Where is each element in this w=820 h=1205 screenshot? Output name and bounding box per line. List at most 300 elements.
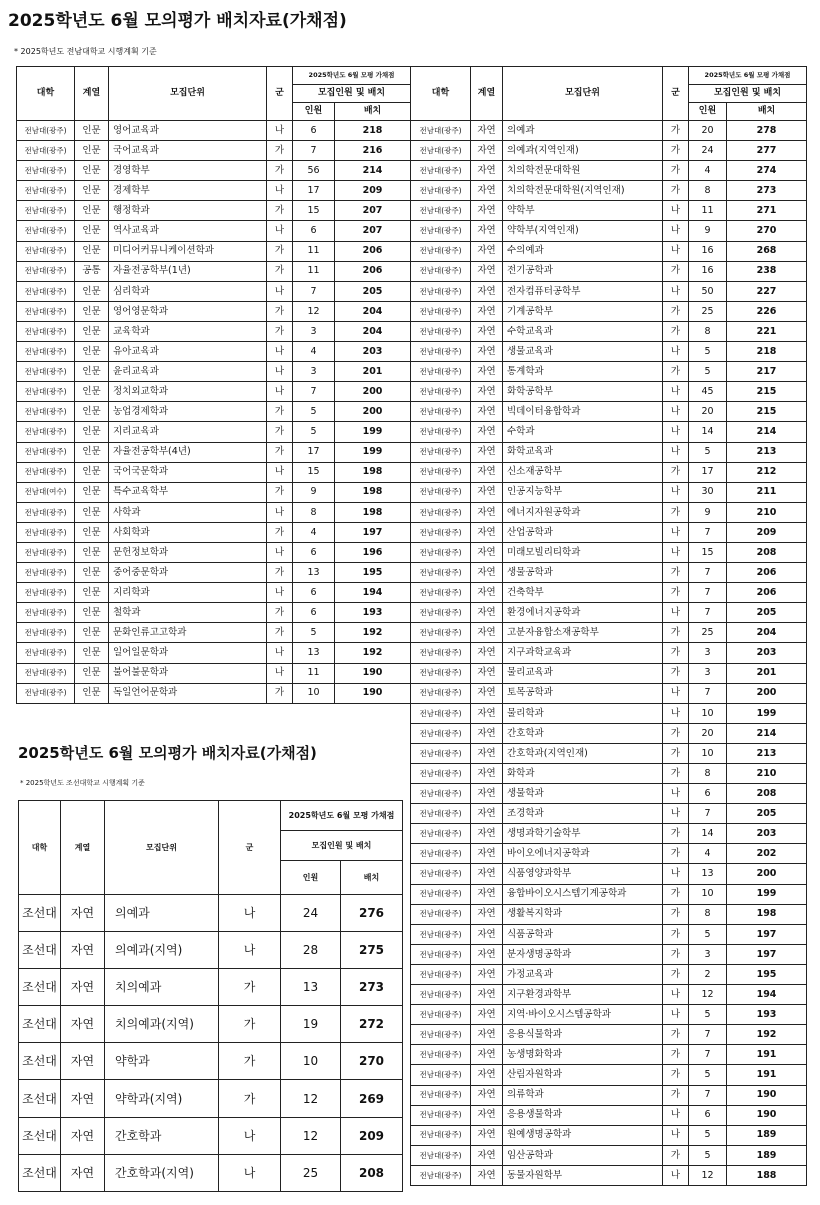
table-row [17,241,411,261]
track-cell: 자연 [471,281,503,301]
univ-cell: 전남대(여수) [17,482,75,502]
quota-cell: 11 [293,663,335,683]
quota-cell: 24 [689,141,727,161]
header-univ: 대학 [19,801,61,895]
track-cell: 인문 [75,542,109,562]
quota-cell: 8 [689,764,727,784]
univ-cell: 조선대 [19,1154,61,1191]
track-cell: 인문 [75,422,109,442]
table-row [411,985,807,1005]
quota-cell: 5 [293,623,335,643]
track-cell: 자연 [471,141,503,161]
quota-cell: 20 [689,121,727,141]
univ-cell: 전남대(광주) [411,141,471,161]
score-cell: 206 [727,563,807,583]
unit-cell: 물리학과 [503,703,663,723]
group-cell: 가 [267,321,293,341]
univ-cell: 전남대(광주) [411,542,471,562]
unit-cell: 지리학과 [109,583,267,603]
track-cell: 자연 [471,201,503,221]
track-cell: 자연 [471,221,503,241]
group-cell: 가 [663,643,689,663]
header-quota: 인원 [281,861,341,895]
score-cell: 218 [727,342,807,362]
score-cell: 197 [727,924,807,944]
quota-cell: 16 [689,241,727,261]
univ-cell: 전남대(광주) [17,502,75,522]
header-track: 계열 [61,801,105,895]
unit-cell: 행정학과 [109,201,267,221]
unit-cell: 지리교육과 [109,422,267,442]
unit-cell: 가정교육과 [503,964,663,984]
univ-cell: 전남대(광주) [411,382,471,402]
univ-cell: 전남대(광주) [17,663,75,683]
quota-cell: 3 [689,663,727,683]
unit-cell: 물리교육과 [503,663,663,683]
group-cell: 가 [267,422,293,442]
quota-cell: 8 [689,321,727,341]
univ-cell: 전남대(광주) [411,1025,471,1045]
univ-cell: 전남대(광주) [411,161,471,181]
score-cell: 208 [727,542,807,562]
score-cell: 274 [727,161,807,181]
univ-cell: 조선대 [19,1117,61,1154]
track-cell: 자연 [471,301,503,321]
table-row [411,1005,807,1025]
table-row [411,1045,807,1065]
table-row [17,342,411,362]
group-cell: 가 [267,442,293,462]
unit-cell: 미래모빌리티학과 [503,542,663,562]
score-cell: 195 [727,964,807,984]
univ-cell: 전남대(광주) [17,181,75,201]
track-cell: 자연 [471,362,503,382]
score-cell: 198 [335,482,411,502]
univ-cell: 전남대(광주) [411,402,471,422]
group-cell: 가 [267,603,293,623]
univ-cell: 전남대(광주) [411,563,471,583]
table-row [411,542,807,562]
track-cell: 인문 [75,482,109,502]
unit-cell: 불어불문학과 [109,663,267,683]
univ-cell: 조선대 [19,895,61,932]
table-row [17,402,411,422]
score-cell: 268 [727,241,807,261]
track-cell: 공통 [75,261,109,281]
track-cell: 인문 [75,301,109,321]
score-cell: 214 [727,422,807,442]
group-cell: 가 [267,563,293,583]
table-row [411,221,807,241]
track-cell: 자연 [471,502,503,522]
track-cell: 자연 [471,321,503,341]
unit-cell: 산업공학과 [503,522,663,542]
group-cell: 가 [663,362,689,382]
univ-cell: 전남대(광주) [17,141,75,161]
table-row [411,944,807,964]
table-row [411,522,807,542]
track-cell: 자연 [61,1080,105,1117]
table-row [17,583,411,603]
table-row [17,643,411,663]
unit-cell: 의예과 [503,121,663,141]
track-cell: 자연 [471,422,503,442]
table-row [17,181,411,201]
univ-cell: 조선대 [19,1043,61,1080]
table-row [17,683,411,703]
track-cell: 자연 [471,1005,503,1025]
track-cell: 자연 [471,964,503,984]
section2-note: * 2025학년도 조선대학교 시행계획 기준 [20,779,145,787]
univ-cell: 전남대(광주) [411,1125,471,1145]
unit-cell: 고분자융합소재공학부 [503,623,663,643]
unit-cell: 정치외교학과 [109,382,267,402]
track-cell: 자연 [471,924,503,944]
quota-cell: 8 [689,904,727,924]
univ-cell: 전남대(광주) [411,844,471,864]
track-cell: 자연 [61,1006,105,1043]
quota-cell: 5 [293,402,335,422]
header-quota-score: 모집인원 및 배치 [293,85,411,103]
score-cell: 192 [727,1025,807,1045]
group-cell: 나 [663,522,689,542]
univ-cell: 전남대(광주) [17,261,75,281]
table-row [19,895,403,932]
table-row [411,563,807,583]
quota-cell: 15 [293,201,335,221]
unit-cell: 화학과 [503,764,663,784]
quota-cell: 6 [293,603,335,623]
table-row [411,723,807,743]
track-cell: 인문 [75,181,109,201]
track-cell: 자연 [471,522,503,542]
group-cell: 가 [663,563,689,583]
table-row [19,969,403,1006]
group-cell: 나 [663,683,689,703]
unit-cell: 문헌정보학과 [109,542,267,562]
score-cell: 204 [335,321,411,341]
group-cell: 가 [663,1145,689,1165]
unit-cell: 동물자원학부 [503,1165,663,1185]
table-row [411,583,807,603]
group-cell: 가 [663,301,689,321]
score-cell: 196 [335,542,411,562]
unit-cell: 특수교육학부 [109,482,267,502]
unit-cell: 응용식물학과 [503,1025,663,1045]
table-row [411,301,807,321]
track-cell: 자연 [471,623,503,643]
quota-cell: 25 [689,623,727,643]
group-cell: 나 [663,241,689,261]
table-row [411,502,807,522]
unit-cell: 전자컴퓨터공학부 [503,281,663,301]
header-track: 계열 [75,67,109,121]
header-quota: 인원 [293,103,335,121]
unit-cell: 유아교육과 [109,342,267,362]
group-cell: 나 [663,482,689,502]
group-cell: 가 [267,623,293,643]
unit-cell: 지구환경과학부 [503,985,663,1005]
table-row [411,422,807,442]
track-cell: 자연 [471,703,503,723]
header-quota-score: 모집인원 및 배치 [689,85,807,103]
table-row [17,161,411,181]
univ-cell: 전남대(광주) [411,221,471,241]
unit-cell: 의류학과 [503,1085,663,1105]
unit-cell: 치의학전문대학원(지역인재) [503,181,663,201]
score-cell: 194 [727,985,807,1005]
table-row [17,663,411,683]
table-row [17,121,411,141]
score-cell: 202 [727,844,807,864]
table-row [411,181,807,201]
univ-cell: 전남대(광주) [411,201,471,221]
score-cell: 193 [335,603,411,623]
track-cell: 인문 [75,382,109,402]
table-row [17,382,411,402]
quota-cell: 10 [689,703,727,723]
table-row [411,784,807,804]
unit-cell: 사학과 [109,502,267,522]
table-row [411,1085,807,1105]
unit-cell: 에너지자원공학과 [503,502,663,522]
track-cell: 자연 [471,804,503,824]
chosun-table [18,800,403,1192]
table-row [411,964,807,984]
table-row [411,141,807,161]
track-cell: 자연 [471,764,503,784]
group-cell: 가 [219,1080,281,1117]
quota-cell: 3 [293,321,335,341]
score-cell: 221 [727,321,807,341]
quota-cell: 20 [689,402,727,422]
univ-cell: 전남대(광주) [411,583,471,603]
univ-cell: 전남대(광주) [411,824,471,844]
unit-cell: 기계공학부 [503,301,663,321]
score-cell: 204 [727,623,807,643]
header-group: 군 [663,67,689,121]
quota-cell: 11 [293,261,335,281]
univ-cell: 전남대(광주) [411,462,471,482]
score-cell: 215 [727,382,807,402]
quota-cell: 25 [689,301,727,321]
quota-cell: 7 [293,281,335,301]
track-cell: 자연 [471,563,503,583]
univ-cell: 전남대(광주) [17,301,75,321]
quota-cell: 7 [293,141,335,161]
track-cell: 자연 [61,932,105,969]
quota-cell: 19 [281,1006,341,1043]
score-cell: 199 [335,422,411,442]
table-row [411,1105,807,1125]
track-cell: 자연 [471,121,503,141]
unit-cell: 수학교육과 [503,321,663,341]
track-cell: 인문 [75,402,109,422]
univ-cell: 전남대(광주) [411,723,471,743]
group-cell: 가 [663,844,689,864]
track-cell: 자연 [471,462,503,482]
table-row [411,402,807,422]
univ-cell: 전남대(광주) [411,1065,471,1085]
unit-cell: 농생명화학과 [503,1045,663,1065]
group-cell: 나 [663,1165,689,1185]
group-cell: 나 [267,342,293,362]
quota-cell: 16 [689,261,727,281]
score-cell: 206 [335,241,411,261]
table-row [17,542,411,562]
track-cell: 자연 [471,241,503,261]
univ-cell: 전남대(광주) [17,623,75,643]
track-cell: 자연 [471,1045,503,1065]
score-cell: 200 [727,864,807,884]
group-cell: 나 [663,342,689,362]
univ-cell: 전남대(광주) [17,382,75,402]
track-cell: 인문 [75,462,109,482]
table-row [411,161,807,181]
quota-cell: 4 [689,161,727,181]
header-score: 배치 [335,103,411,121]
track-cell: 자연 [471,261,503,281]
score-cell: 197 [335,522,411,542]
group-cell: 가 [663,1045,689,1065]
quota-cell: 14 [689,422,727,442]
quota-cell: 4 [689,844,727,864]
score-cell: 213 [727,743,807,763]
table-row [411,764,807,784]
quota-cell: 5 [689,1065,727,1085]
table-row [411,321,807,341]
score-cell: 273 [341,969,403,1006]
group-cell: 나 [267,643,293,663]
table-row [411,442,807,462]
track-cell: 인문 [75,342,109,362]
unit-cell: 생물공학과 [503,563,663,583]
score-cell: 213 [727,442,807,462]
header-univ: 대학 [17,67,75,121]
group-cell: 나 [267,583,293,603]
unit-cell: 약학과(지역) [105,1080,219,1117]
group-cell: 나 [663,804,689,824]
group-cell: 가 [267,301,293,321]
score-cell: 210 [727,502,807,522]
unit-cell: 통계학과 [503,362,663,382]
univ-cell: 전남대(광주) [411,904,471,924]
track-cell: 인문 [75,442,109,462]
score-cell: 189 [727,1145,807,1165]
table-row [411,804,807,824]
track-cell: 자연 [471,723,503,743]
univ-cell: 조선대 [19,1006,61,1043]
quota-cell: 6 [293,121,335,141]
track-cell: 자연 [471,784,503,804]
score-cell: 205 [727,603,807,623]
group-cell: 가 [663,261,689,281]
table-row [411,924,807,944]
unit-cell: 환경에너지공학과 [503,603,663,623]
score-cell: 201 [335,362,411,382]
univ-cell: 전남대(광주) [411,301,471,321]
quota-cell: 50 [689,281,727,301]
quota-cell: 12 [689,1165,727,1185]
track-cell: 인문 [75,281,109,301]
score-cell: 208 [727,784,807,804]
group-cell: 나 [663,382,689,402]
group-cell: 나 [663,402,689,422]
univ-cell: 전남대(광주) [17,201,75,221]
unit-cell: 농업경제학과 [109,402,267,422]
header-unit: 모집단위 [109,67,267,121]
score-cell: 277 [727,141,807,161]
univ-cell: 전남대(광주) [17,563,75,583]
univ-cell: 전남대(광주) [17,542,75,562]
quota-cell: 7 [689,1085,727,1105]
table-row [411,281,807,301]
quota-cell: 3 [293,362,335,382]
unit-cell: 지역·바이오시스템공학과 [503,1005,663,1025]
group-cell: 가 [663,623,689,643]
table-row [17,603,411,623]
group-cell: 가 [219,1043,281,1080]
unit-cell: 의예과(지역) [105,932,219,969]
score-cell: 199 [727,703,807,723]
table-row [17,623,411,643]
univ-cell: 전남대(광주) [411,181,471,201]
univ-cell: 조선대 [19,1080,61,1117]
unit-cell: 국어국문학과 [109,462,267,482]
table-row [17,482,411,502]
track-cell: 자연 [471,985,503,1005]
header-unit: 모집단위 [503,67,663,121]
group-cell: 나 [267,362,293,382]
header-univ: 대학 [411,67,471,121]
score-cell: 206 [727,583,807,603]
quota-cell: 4 [293,342,335,362]
univ-cell: 전남대(광주) [411,1045,471,1065]
univ-cell: 전남대(광주) [17,342,75,362]
table-row [19,1043,403,1080]
unit-cell: 미디어커뮤니케이션학과 [109,241,267,261]
unit-cell: 임산공학과 [503,1145,663,1165]
univ-cell: 전남대(광주) [17,683,75,703]
table-row [19,1117,403,1154]
quota-cell: 7 [689,1045,727,1065]
univ-cell: 전남대(광주) [411,442,471,462]
track-cell: 자연 [471,603,503,623]
score-cell: 270 [727,221,807,241]
track-cell: 인문 [75,241,109,261]
quota-cell: 11 [689,201,727,221]
univ-cell: 전남대(광주) [17,221,75,241]
univ-cell: 전남대(광주) [411,603,471,623]
univ-cell: 전남대(광주) [411,342,471,362]
table-row [17,141,411,161]
score-cell: 191 [727,1045,807,1065]
unit-cell: 생명과학기술학부 [503,824,663,844]
unit-cell: 간호학과(지역인재) [503,743,663,763]
univ-cell: 전남대(광주) [411,764,471,784]
group-cell: 가 [267,241,293,261]
quota-cell: 17 [689,462,727,482]
track-cell: 인문 [75,583,109,603]
score-cell: 190 [727,1085,807,1105]
track-cell: 자연 [61,1043,105,1080]
table-row [411,261,807,281]
univ-cell: 전남대(광주) [411,784,471,804]
score-cell: 190 [727,1105,807,1125]
quota-cell: 12 [293,301,335,321]
univ-cell: 전남대(광주) [411,121,471,141]
quota-cell: 5 [689,442,727,462]
